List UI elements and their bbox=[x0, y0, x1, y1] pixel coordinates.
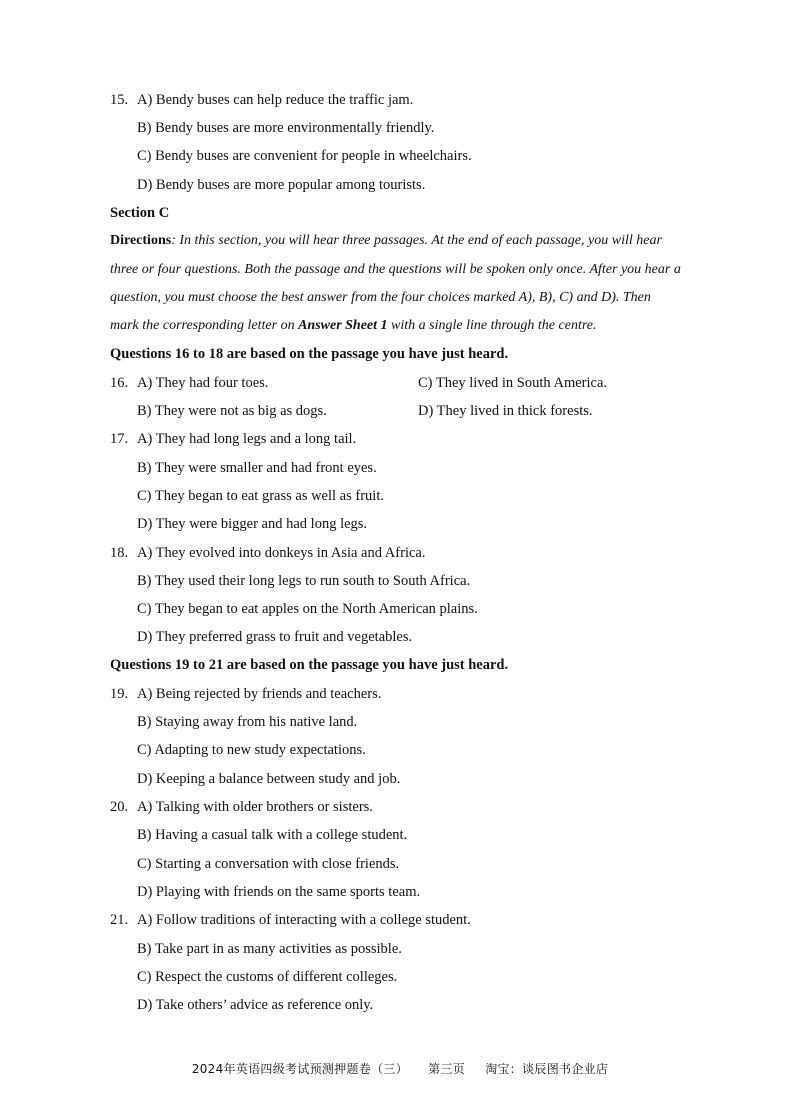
option-b: B) Staying away from his native land. bbox=[137, 714, 358, 730]
option-a: A) They evolved into donkeys in Asia and Africa. bbox=[137, 545, 426, 561]
option-a: A) Follow traditions of interacting with a college student. bbox=[137, 912, 471, 928]
option-a: A) Talking with older brothers or sisters. bbox=[137, 799, 373, 815]
option-c: C) Respect the customs of different colleges. bbox=[137, 969, 398, 985]
question-number: 19. bbox=[110, 686, 129, 702]
directions-line-2: three or four questions. Both the passage and the questions will be spoken only once. After you hear a bbox=[110, 262, 681, 277]
option-c: C) They lived in South America. bbox=[418, 375, 608, 391]
option-c: C) Bendy buses are convenient for people in wheelchairs. bbox=[137, 148, 472, 164]
option-b: B) Take part in as many activities as possible. bbox=[137, 941, 402, 957]
question-number: 17. bbox=[110, 431, 129, 447]
option-c: C) Adapting to new study expectations. bbox=[137, 742, 366, 758]
option-a: A) Bendy buses can help reduce the traffic jam. bbox=[137, 92, 414, 108]
footer-page: 第三页 bbox=[428, 1062, 466, 1076]
directions-line-1 bbox=[110, 232, 722, 250]
option-d: D) Bendy buses are more popular among tourists. bbox=[137, 177, 426, 193]
option-b: B) They used their long legs to run south to South Africa. bbox=[137, 573, 471, 589]
option-b: B) They were not as big as dogs. bbox=[137, 403, 327, 419]
directions-label: Directions bbox=[110, 233, 172, 248]
question-number: 20. bbox=[110, 799, 129, 815]
footer-title: 2024年英语四级考试预测押题卷（三） bbox=[191, 1062, 409, 1076]
section-heading: Section C bbox=[110, 205, 170, 221]
directions-text: mark the corresponding letter on bbox=[110, 318, 299, 333]
answer-sheet-label: Answer Sheet 1 bbox=[298, 318, 388, 333]
question-number: 21. bbox=[110, 912, 129, 928]
group-heading-16-18: Questions 16 to 18 are based on the passage you have just heard. bbox=[110, 346, 509, 362]
option-d: D) They preferred grass to fruit and vegetables. bbox=[137, 629, 413, 645]
option-d: D) Keeping a balance between study and job. bbox=[137, 771, 401, 787]
footer-shop: 淘宝：谈辰图书企业店 bbox=[485, 1062, 609, 1076]
option-a: A) They had four toes. bbox=[137, 375, 269, 391]
option-b: B) Having a casual talk with a college student. bbox=[137, 827, 408, 843]
directions-line-3: question, you must choose the best answer from the four choices marked A), B), C) and D). Then bbox=[110, 290, 651, 305]
option-d: D) Take others’ advice as reference only. bbox=[137, 997, 374, 1013]
option-c: C) They began to eat grass as well as fruit. bbox=[137, 488, 384, 504]
question-number: 15. bbox=[110, 92, 129, 108]
option-c: C) Starting a conversation with close friends. bbox=[137, 856, 400, 872]
directions-line-4 bbox=[110, 317, 722, 335]
option-b: B) Bendy buses are more environmentally friendly. bbox=[137, 120, 435, 136]
group-heading-19-21: Questions 19 to 21 are based on the passage you have just heard. bbox=[110, 657, 509, 673]
directions-text: with a single line through the centre. bbox=[387, 318, 597, 333]
page-footer bbox=[0, 1060, 800, 1077]
option-d: D) They lived in thick forests. bbox=[418, 403, 593, 419]
option-d: D) Playing with friends on the same sports team. bbox=[137, 884, 421, 900]
option-c: C) They began to eat apples on the North American plains. bbox=[137, 601, 478, 617]
option-a: A) They had long legs and a long tail. bbox=[137, 431, 357, 447]
directions-text: : In this section, you will hear three passages. At the end of each passage, you will hear bbox=[171, 233, 662, 248]
option-b: B) They were smaller and had front eyes. bbox=[137, 460, 377, 476]
option-d: D) They were bigger and had long legs. bbox=[137, 516, 368, 532]
option-a: A) Being rejected by friends and teachers. bbox=[137, 686, 382, 702]
question-number: 18. bbox=[110, 545, 129, 561]
question-number: 16. bbox=[110, 375, 129, 391]
